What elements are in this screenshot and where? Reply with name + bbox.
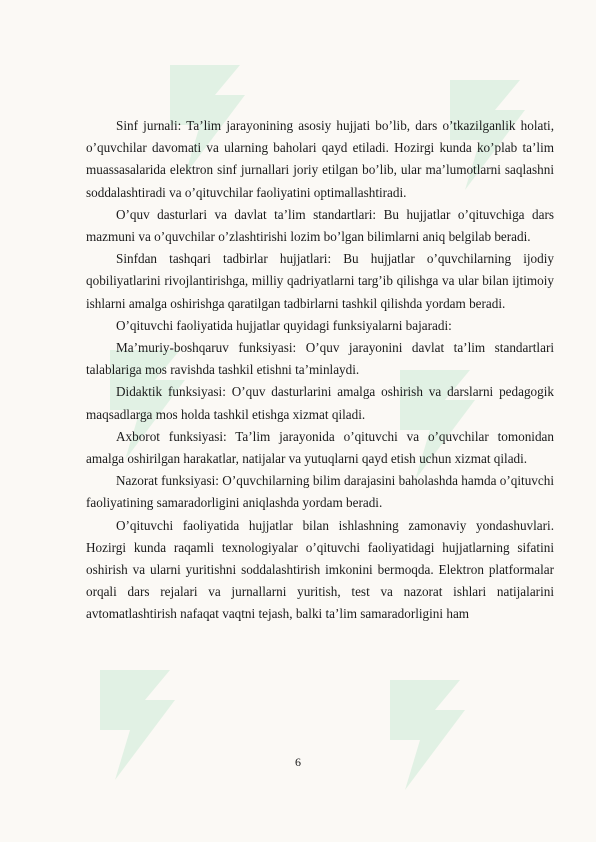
paragraph-class-journal: Sinf jurnali: Ta’lim jarayonining asosiy hujjati bo’lib, dars o’tkazilganlik holati, o’quvchilar davomati va ularning baholari qayd etiladi. Hozirgi kunda ko’plab ta’lim muassasalarida elektron sinf jurnallari joriy etilgan bo’lib, ular ma’lumotlarni saqlashni soddalashtiradi va o’qituvchilar faoliyatini optimallashtiradi.	[86, 118, 554, 200]
paragraph-functions-intro: O’qituvchi faoliyatida hujjatlar quyidagi funksiyalarni bajaradi:	[116, 317, 452, 333]
green-logo-watermark-icon	[80, 650, 200, 800]
paragraph-control-function: Nazorat funksiyasi: O’quvchilarning bilim darajasini baholashda hamda o’qituvchi faoliyatining samaradorligini aniqlashda yordam beradi.	[86, 473, 554, 511]
paragraph-modern-approaches: O’qituvchi faoliyatida hujjatlar bilan ishlashning zamonaviy yondashuvlari. Hozirgi kunda raqamli texnologiyalar o’qituvchi faoliyatidagi hujjatlarning sifatini oshirish va ularni yuritishni soddalashtirish imkonini bermoqda. Elektron platformalar orqali dars rejalari va jurnallarni yuritish, test va nazorat ishlari natijalarini avtomatlashtirish nafaqat vaqtni tejash, balki ta’lim samaradorligini ham	[86, 517, 554, 622]
document-body	[86, 115, 554, 626]
paragraph-curricula-standards: O’quv dasturlari va davlat ta’lim standartlari: Bu hujjatlar o’qituvchiga dars mazmuni va o’quvchilar o’zlashtirishi lozim bo’lgan bilimlarni aniq belgilab beradi.	[86, 206, 554, 245]
paragraph-didactic-function: Didaktik funksiyasi: O’quv dasturlarini amalga oshirish va darslarni pedagogik maqsadlarga mos holda tashkil etishga xizmat qiladi.	[86, 384, 554, 422]
paragraph-information-function: Axborot funksiyasi: Ta’lim jarayonida o’qituvchi va o’quvchilar tomonidan amalga oshirilgan harakatlar, natijalar va yutuqlarni qayd etish uchun xizmat qiladi.	[86, 428, 554, 467]
page-number: 6	[295, 755, 301, 769]
paragraph-extracurricular-docs: Sinfdan tashqari tadbirlar hujjatlari: Bu hujjatlar o’quvchilarning ijodiy qobiliyatlarini rivojlantirishga, milliy qadriyatlarni targ’ib qilishga va ular bilan ijtimoiy ishlarni amalga oshirishga qaratilgan tadbirlarni tashkil qilishda yordam beradi.	[86, 251, 554, 311]
paragraph-administrative-function: Ma’muriy-boshqaruv funksiyasi: O’quv jarayonini davlat ta’lim standartlari talablariga mos ravishda tashkil etishni ta’minlaydi.	[86, 340, 554, 378]
green-logo-watermark-icon	[370, 660, 490, 810]
